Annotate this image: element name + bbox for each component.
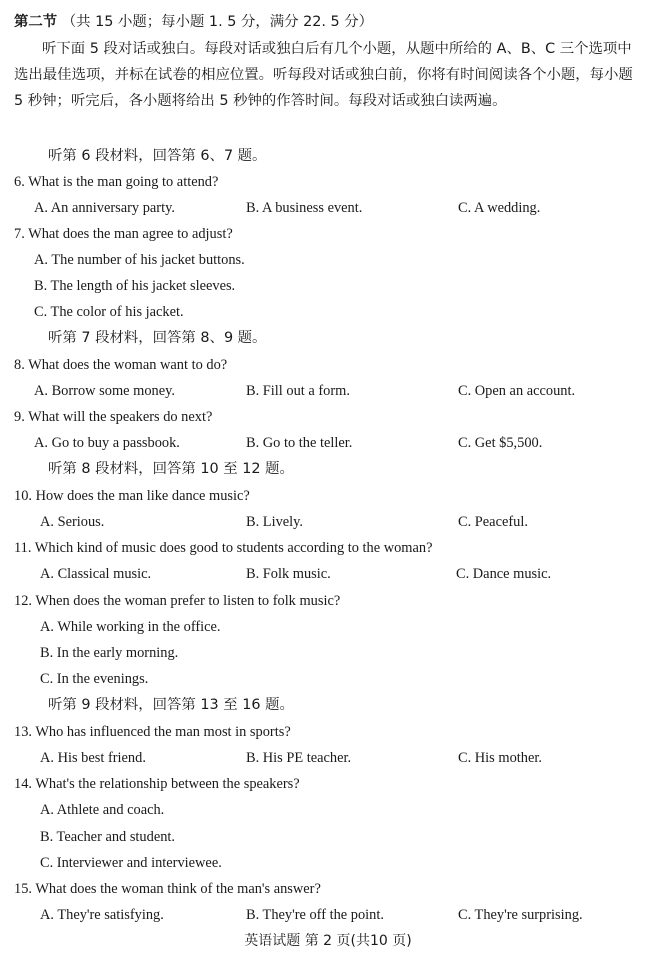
option-row [0,748,656,768]
group-label: 听第 6 段材料，回答第 6、7 题。 [48,148,267,164]
page-footer: 英语试题 第 2 页(共10 页) [244,933,412,949]
option-b[interactable]: B. In the early morning. [40,645,179,661]
question-stem: 9. What will the speakers do next? [14,409,213,425]
group-label: 听第 9 段材料，回答第 13 至 16 题。 [48,697,294,713]
option-a[interactable]: A. While working in the office. [40,619,221,635]
instructions-paragraph [14,36,642,114]
option-a[interactable]: A. An anniversary party. [34,200,175,216]
option-c[interactable]: C. The color of his jacket. [34,304,184,320]
option-row [0,198,656,218]
question-stem: 10. How does the man like dance music? [14,488,250,504]
question-stem: 13. Who has influenced the man most in sports? [14,724,291,740]
option-c[interactable]: C. Interviewer and interviewee. [40,855,222,871]
option-row [0,433,656,453]
option-c[interactable]: C. A wedding. [458,200,541,216]
option-b[interactable]: B. Folk music. [246,566,331,582]
question-stem: 12. When does the woman prefer to listen to folk music? [14,593,341,609]
question-stem: 6. What is the man going to attend? [14,174,219,190]
question-stem: 7. What does the man agree to adjust? [14,226,233,242]
option-a[interactable]: A. The number of his jacket buttons. [34,252,245,268]
option-row [0,564,656,584]
option-row [0,512,656,532]
option-b[interactable]: B. His PE teacher. [246,750,352,766]
option-row [0,905,656,925]
instructions-text: 听下面 5 段对话或独白。每段对话或独白后有几个小题，从题中所给的 A、B、C 三个选项中选出最佳选项，并标在试卷的相应位置。听每段对话或独白前，你将有时间阅读各个小题，每小题 5 秒钟；听完后，各小题将给出 5 秒钟的作答时间。每段对话或独白读两遍。 [14,41,633,109]
question-stem: 11. Which kind of music does good to students according to the woman? [14,540,433,556]
option-a[interactable]: A. Go to buy a passbook. [34,435,180,451]
option-c[interactable]: C. Get $5,500. [458,435,543,451]
group-label: 听第 7 段材料，回答第 8、9 题。 [48,330,267,346]
option-c[interactable]: C. In the evenings. [40,671,149,687]
option-a[interactable]: A. Classical music. [40,566,152,582]
option-c[interactable]: C. Peaceful. [458,514,528,530]
option-a[interactable]: A. Athlete and coach. [40,802,165,818]
option-c[interactable]: C. His mother. [458,750,542,766]
section-title: 第二节 [14,14,58,30]
option-b[interactable]: B. Lively. [246,514,304,530]
option-c[interactable]: C. They're surprising. [458,907,583,923]
option-b[interactable]: B. A business event. [246,200,363,216]
option-b[interactable]: B. They're off the point. [246,907,384,923]
section-scoring: （共 15 小题；每小题 1. 5 分，满分 22. 5 分） [61,14,374,30]
section-header [14,12,373,32]
option-row [0,381,656,401]
option-a[interactable]: A. Serious. [40,514,105,530]
option-c[interactable]: C. Open an account. [458,383,576,399]
option-b[interactable]: B. Fill out a form. [246,383,350,399]
option-a[interactable]: A. They're satisfying. [40,907,164,923]
question-stem: 15. What does the woman think of the man's answer? [14,881,321,897]
question-stem: 14. What's the relationship between the speakers? [14,776,300,792]
group-label: 听第 8 段材料，回答第 10 至 12 题。 [48,461,294,477]
option-b[interactable]: B. Go to the teller. [246,435,353,451]
option-b[interactable]: B. Teacher and student. [40,829,175,845]
option-a[interactable]: A. Borrow some money. [34,383,175,399]
option-b[interactable]: B. The length of his jacket sleeves. [34,278,236,294]
option-c[interactable]: C. Dance music. [456,566,552,582]
question-stem: 8. What does the woman want to do? [14,357,228,373]
option-a[interactable]: A. His best friend. [40,750,146,766]
